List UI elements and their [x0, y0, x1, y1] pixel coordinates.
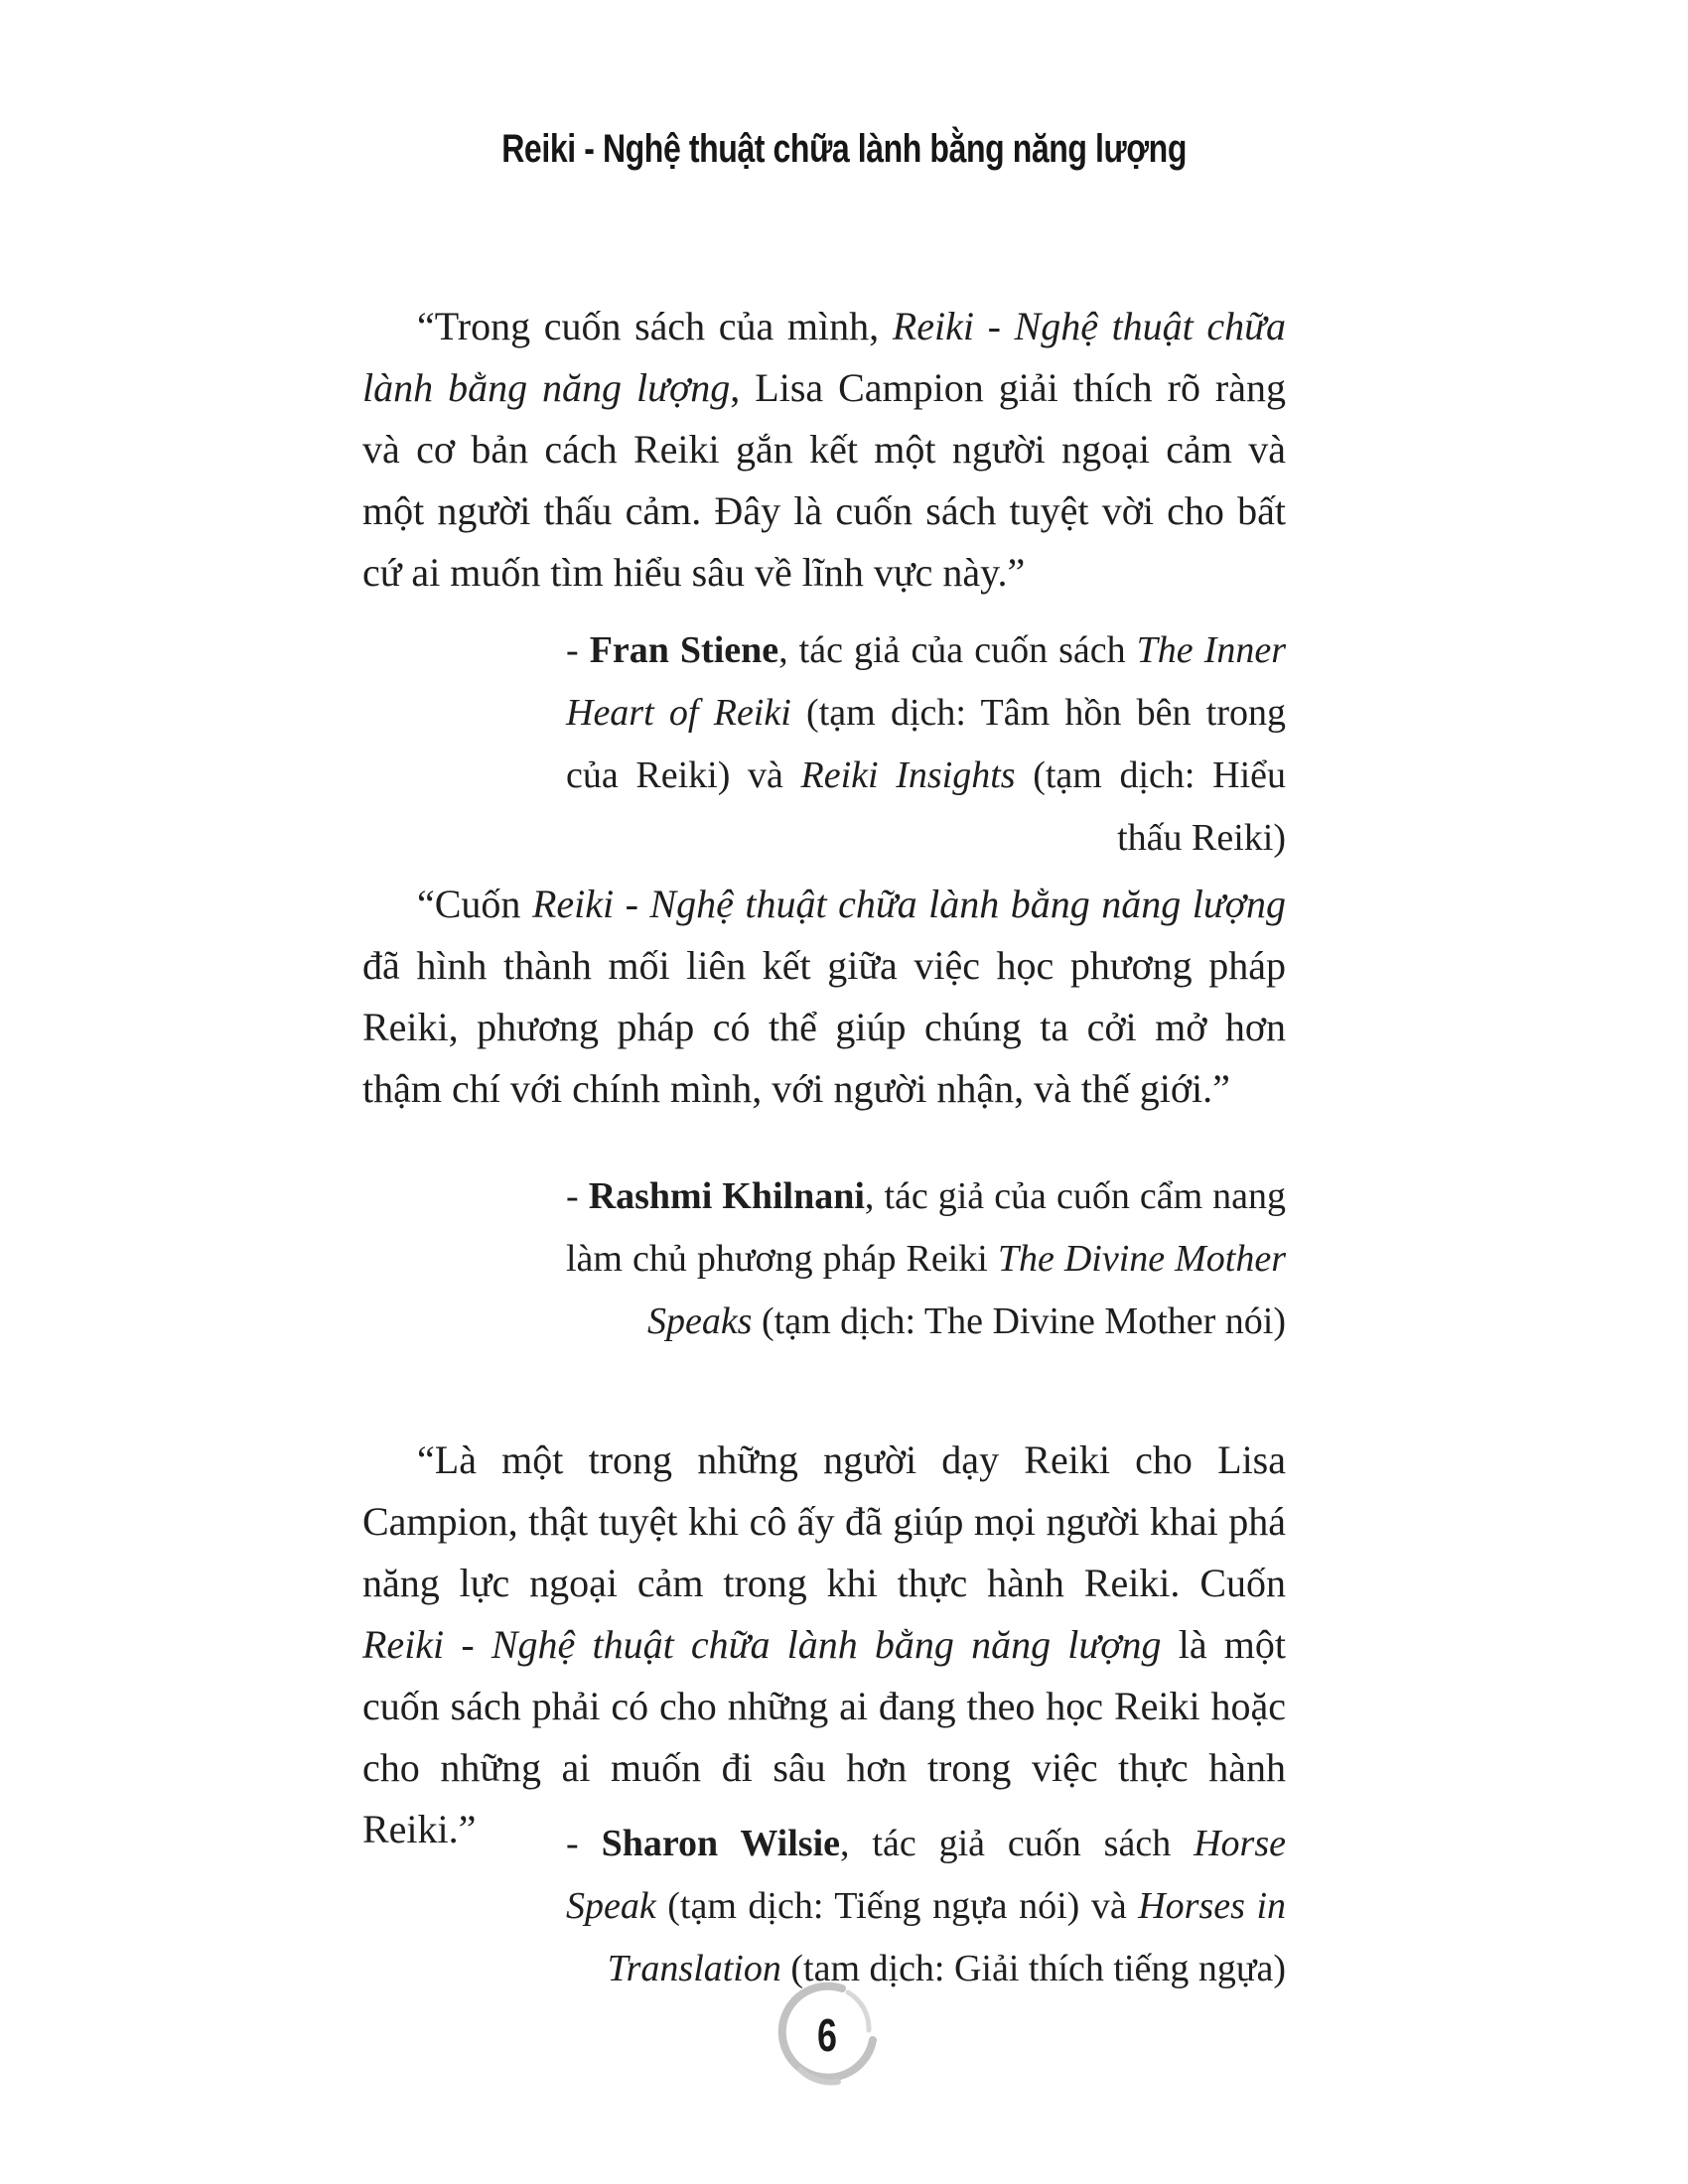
testimonial-quote-2: “Cuốn Reiki - Nghệ thuật chữa lành bằng năng lượng đã hình thành mối liên kết giữa việc học phương pháp Reiki, phương pháp có thể giúp chúng ta cởi mở hơn thậm chí với chính mình, với người nhận, và thế giới.”	[362, 882, 1287, 1111]
testimonial-attribution-3: - Sharon Wilsie, tác giả cuốn sách Horse Speak (tạm dịch: Tiếng ngựa nói) và Horses in Translation (tạm dịch: Giải thích tiếng ngựa)	[566, 1823, 1286, 1989]
testimonial-quote-1: “Trong cuốn sách của mình, Reiki - Nghệ thuật chữa lành bằng năng lượng, Lisa Campion giải thích rõ ràng và cơ bản cách Reiki gắn kết một người ngoại cảm và một người thấu cảm. Đây là cuốn sách tuyệt vời cho bất cứ ai muốn tìm hiểu sâu về lĩnh vực này.”	[362, 304, 1286, 595]
running-head	[0, 127, 1688, 172]
page-number: 6	[817, 2009, 837, 2061]
testimonial-attribution-1: - Fran Stiene, tác giả của cuốn sách The Inner Heart of Reiki (tạm dịch: Tâm hồn bên trong của Reiki) và Reiki Insights (tạm dịch: Hiểu thấu Reiki)	[566, 629, 1286, 859]
testimonial-quote-3: “Là một trong những người dạy Reiki cho Lisa Campion, thật tuyệt khi cô ấy đã giúp mọi người khai phá năng lực ngoại cảm trong khi thực hành Reiki. Cuốn Reiki - Nghệ thuật chữa lành bằng năng lượng là một cuốn sách phải có cho những ai đang theo học Reiki hoặc cho những ai muốn đi sâu hơn trong việc thực hành Reiki.”	[362, 1437, 1286, 1851]
testimonial-attribution-2: - Rashmi Khilnani, tác giả của cuốn cẩm nang làm chủ phương pháp Reiki The Divine Mother Speaks (tạm dịch: The Divine Mother nói)	[566, 1175, 1287, 1342]
running-head-title: Reiki - Nghệ thuật chữa lành bằng năng lượng	[501, 127, 1187, 171]
page-number-badge	[771, 1979, 884, 2092]
